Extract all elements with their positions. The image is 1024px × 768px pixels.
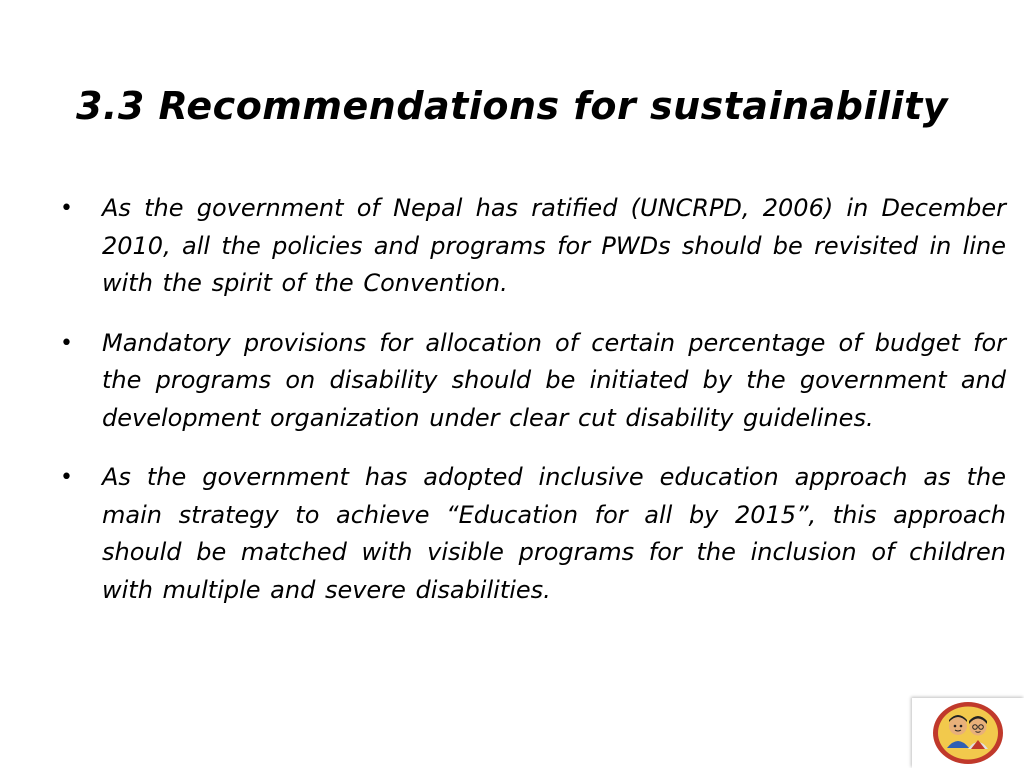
bullet-item [56, 459, 1006, 609]
slide-title: 3.3 Recommendations for sustainability [75, 84, 948, 128]
bullet-text: As the government of Nepal has ratified (UNCRPD, 2006) in December 2010, all the policies and programs for PWDs should be revisited in line with the spirit of the Convention. [102, 194, 1006, 297]
bullet-item [56, 325, 1006, 438]
bullet-icon: • [60, 330, 73, 356]
bullet-icon: • [60, 465, 73, 490]
bullet-list [56, 190, 1006, 631]
bullet-text: Mandatory provisions for allocation of certain percentage of budget for the programs on disability should be initiated by the government and development organization under clear cut disability guidelines. [102, 328, 1006, 432]
bullet-text: As the government has adopted inclusive education approach as the main strategy to achieve “Education for all by 2015”, this approach should be matched with visible programs for the inclusion of children with multiple and severe disabilities. [102, 463, 1006, 604]
bullet-item [56, 190, 1006, 303]
bullet-icon: • [60, 196, 73, 221]
children-logo-icon [930, 700, 1006, 766]
